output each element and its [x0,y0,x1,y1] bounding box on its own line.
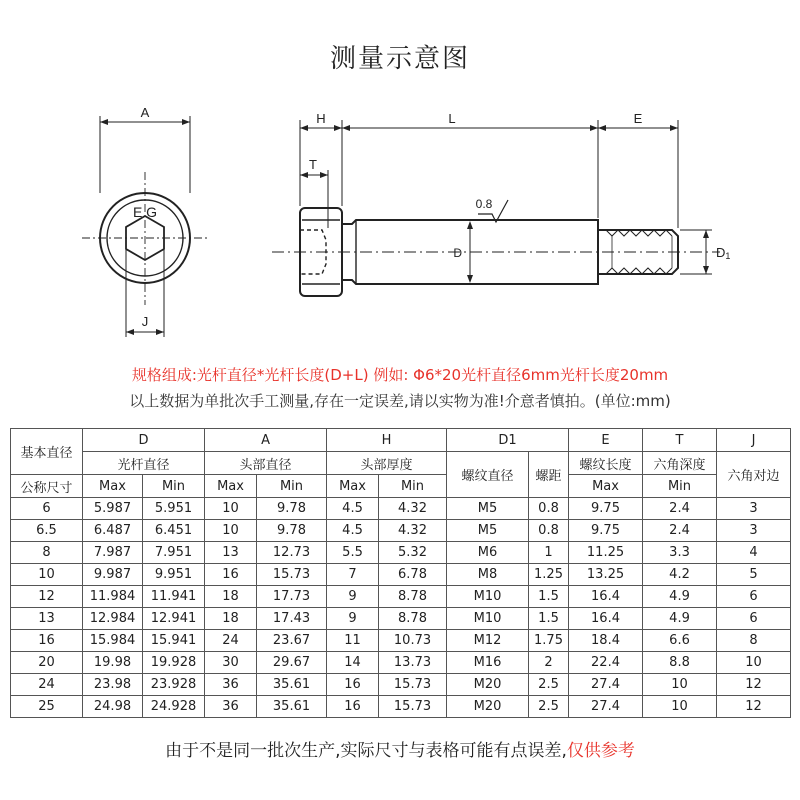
cell-e-max: 9.75 [569,520,643,542]
cell-a-min: 9.78 [257,498,327,520]
label-d1: D1 [716,245,731,261]
cell-j: 12 [717,696,791,718]
cell-e-max: 13.25 [569,564,643,586]
cell-e-max: 16.4 [569,608,643,630]
header-a: A [205,429,327,452]
header-head-diameter: 头部直径 [205,452,327,475]
table-row [11,586,791,608]
footer-note [0,736,800,761]
cell-a-min: 15.73 [257,564,327,586]
cell-d-max: 7.987 [83,542,143,564]
cell-h-max: 9 [327,608,379,630]
header-h-max: Max [327,475,379,498]
cell-t-min: 4.9 [643,586,717,608]
spec-table [10,428,791,718]
cell-t-min: 4.2 [643,564,717,586]
cell-nominal: 16 [11,630,83,652]
cell-nominal: 13 [11,608,83,630]
cell-thread-diameter: M10 [447,586,529,608]
header-shaft-diameter: 光杆直径 [83,452,205,475]
cell-d-max: 15.984 [83,630,143,652]
table-row [11,630,791,652]
header-head-thickness: 头部厚度 [327,452,447,475]
cell-t-min: 10 [643,674,717,696]
cell-thread-diameter: M5 [447,498,529,520]
cell-h-max: 5.5 [327,542,379,564]
cell-a-max: 30 [205,652,257,674]
cell-e-max: 22.4 [569,652,643,674]
cell-a-max: 18 [205,608,257,630]
cell-h-min: 8.78 [379,586,447,608]
cell-h-max: 16 [327,696,379,718]
cell-d-max: 23.98 [83,674,143,696]
table-row [11,520,791,542]
header-hex-across: 六角对边 [717,452,791,498]
cell-d-min: 6.451 [143,520,205,542]
cell-a-max: 10 [205,520,257,542]
header-d-min: Min [143,475,205,498]
header-h-min: Min [379,475,447,498]
label-l: L [448,111,456,126]
cell-d-min: 5.951 [143,498,205,520]
label-h: H [316,111,326,126]
cell-d-max: 9.987 [83,564,143,586]
cell-d-max: 19.98 [83,652,143,674]
cell-nominal: 12 [11,586,83,608]
cell-thread-diameter: M6 [447,542,529,564]
cell-nominal: 6.5 [11,520,83,542]
header-pitch: 螺距 [529,452,569,498]
cell-d-max: 12.984 [83,608,143,630]
cell-t-min: 4.9 [643,608,717,630]
cell-thread-diameter: M8 [447,564,529,586]
cell-e-max: 27.4 [569,696,643,718]
table-row [11,498,791,520]
cell-h-max: 9 [327,586,379,608]
header-d1: D1 [447,429,569,452]
measurement-note: 以上数据为单批次手工测量,存在一定误差,请以实物为准!介意者慎拍。(单位:mm) [129,392,671,410]
table-row [11,542,791,564]
cell-a-min: 9.78 [257,520,327,542]
cell-e-max: 11.25 [569,542,643,564]
cell-j: 3 [717,520,791,542]
cell-pitch: 2 [529,652,569,674]
cell-a-min: 17.43 [257,608,327,630]
cell-d-max: 11.984 [83,586,143,608]
cell-t-min: 6.6 [643,630,717,652]
cell-h-min: 4.32 [379,520,447,542]
cell-a-min: 23.67 [257,630,327,652]
cell-pitch: 0.8 [529,498,569,520]
header-j: J [717,429,791,452]
cell-thread-diameter: M16 [447,652,529,674]
cell-a-max: 16 [205,564,257,586]
cell-h-max: 4.5 [327,498,379,520]
label-j: J [141,314,149,329]
cell-h-min: 15.73 [379,696,447,718]
cell-h-min: 13.73 [379,652,447,674]
cell-pitch: 1.5 [529,586,569,608]
cell-nominal: 8 [11,542,83,564]
spec-rows [11,498,791,718]
cell-a-max: 36 [205,674,257,696]
cell-h-min: 5.32 [379,542,447,564]
table-row [11,564,791,586]
label-d: D [453,246,462,260]
header-h: H [327,429,447,452]
screw-diagram [0,90,800,355]
cell-h-min: 10.73 [379,630,447,652]
cell-h-max: 14 [327,652,379,674]
cell-a-min: 12.73 [257,542,327,564]
cell-nominal: 25 [11,696,83,718]
cell-a-max: 10 [205,498,257,520]
label-t: T [309,157,317,172]
label-e: E [633,111,643,126]
label-a: A [140,105,150,120]
cell-e-max: 27.4 [569,674,643,696]
cell-d-min: 9.951 [143,564,205,586]
cell-t-min: 2.4 [643,520,717,542]
cell-d-min: 19.928 [143,652,205,674]
cell-e-max: 9.75 [569,498,643,520]
header-basic-diameter: 基本直径 [11,429,83,475]
header-e: E [569,429,643,452]
footer-text: 由于不是同一批次生产,实际尺寸与表格可能有点误差, [165,741,567,761]
header-t-min: Min [643,475,717,498]
cell-d-min: 12.941 [143,608,205,630]
cell-h-max: 16 [327,674,379,696]
cell-j: 12 [717,674,791,696]
cell-h-max: 4.5 [327,520,379,542]
label-roughness: 0.8 [475,197,493,211]
cell-j: 4 [717,542,791,564]
header-hex-depth: 六角深度 [643,452,717,475]
cell-j: 3 [717,498,791,520]
header-d: D [83,429,205,452]
cell-nominal: 20 [11,652,83,674]
cell-pitch: 1 [529,542,569,564]
cell-thread-diameter: M20 [447,696,529,718]
cell-j: 5 [717,564,791,586]
cell-a-min: 35.61 [257,674,327,696]
cell-nominal: 10 [11,564,83,586]
cell-e-max: 16.4 [569,586,643,608]
cell-pitch: 1.5 [529,608,569,630]
cell-pitch: 1.25 [529,564,569,586]
table-row [11,696,791,718]
header-a-min: Min [257,475,327,498]
table-row [11,674,791,696]
cell-j: 8 [717,630,791,652]
cell-pitch: 2.5 [529,674,569,696]
cell-h-max: 11 [327,630,379,652]
spec-note: 规格组成:光杆直径*光杆长度(D+L) 例如: Φ6*20光杆直径6mm光杆长度20mm [131,366,669,384]
cell-h-min: 4.32 [379,498,447,520]
footer-reference: 仅供参考 [566,741,635,761]
cell-thread-diameter: M10 [447,608,529,630]
cell-pitch: 2.5 [529,696,569,718]
cell-j: 6 [717,586,791,608]
header-d-max: Max [83,475,143,498]
cell-a-max: 36 [205,696,257,718]
cell-d-min: 24.928 [143,696,205,718]
cell-a-min: 35.61 [257,696,327,718]
table-row [11,608,791,630]
cell-pitch: 0.8 [529,520,569,542]
cell-pitch: 1.75 [529,630,569,652]
cell-j: 6 [717,608,791,630]
table-row [11,652,791,674]
cell-thread-diameter: M20 [447,674,529,696]
cell-t-min: 2.4 [643,498,717,520]
header-thread-length: 螺纹长度 [569,452,643,475]
header-thread-diameter: 螺纹直径 [447,452,529,498]
cell-thread-diameter: M5 [447,520,529,542]
cell-d-max: 5.987 [83,498,143,520]
header-nominal: 公称尺寸 [11,475,83,498]
cell-a-max: 18 [205,586,257,608]
cell-t-min: 3.3 [643,542,717,564]
cell-h-max: 7 [327,564,379,586]
cell-a-max: 24 [205,630,257,652]
cell-d-max: 6.487 [83,520,143,542]
cell-t-min: 8.8 [643,652,717,674]
cell-nominal: 24 [11,674,83,696]
cell-j: 10 [717,652,791,674]
cell-thread-diameter: M12 [447,630,529,652]
cell-a-min: 17.73 [257,586,327,608]
cell-nominal: 6 [11,498,83,520]
cell-d-min: 11.941 [143,586,205,608]
cell-d-min: 7.951 [143,542,205,564]
header-row-3 [11,475,791,498]
cell-t-min: 10 [643,696,717,718]
cell-a-min: 29.67 [257,652,327,674]
header-e-max: Max [569,475,643,498]
cell-d-min: 15.941 [143,630,205,652]
cell-h-min: 15.73 [379,674,447,696]
label-eg: E G [132,204,158,220]
cell-d-min: 23.928 [143,674,205,696]
header-row-2 [11,452,791,475]
cell-h-min: 8.78 [379,608,447,630]
header-row-1 [11,429,791,452]
cell-e-max: 18.4 [569,630,643,652]
header-a-max: Max [205,475,257,498]
cell-h-min: 6.78 [379,564,447,586]
page-title: 测量示意图 [329,44,470,74]
cell-a-max: 13 [205,542,257,564]
header-t: T [643,429,717,452]
cell-d-max: 24.98 [83,696,143,718]
